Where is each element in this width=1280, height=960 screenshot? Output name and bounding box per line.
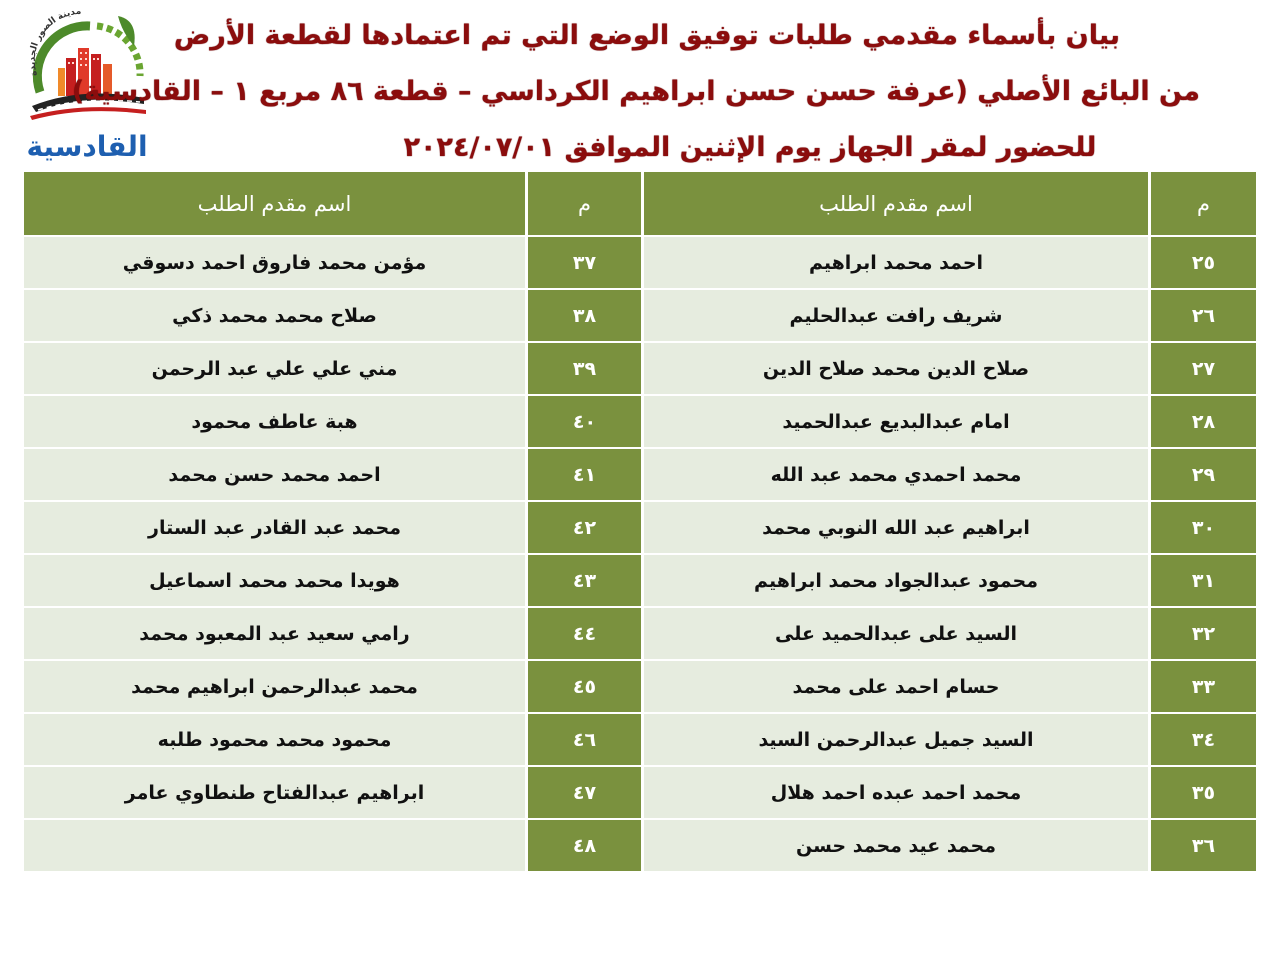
right-name-cell: احمد محمد ابراهيم — [644, 237, 1148, 288]
right-num-cell: ٣٤ — [1151, 714, 1256, 765]
right-num-cell: ٣١ — [1151, 555, 1256, 606]
right-num-cell: ٢٩ — [1151, 449, 1256, 500]
header-num-left: م — [528, 172, 641, 235]
left-num-cell: ٤٥ — [528, 661, 641, 712]
right-name-cell: السيد جميل عبدالرحمن السيد — [644, 714, 1148, 765]
header-name-left: اسم مقدم الطلب — [24, 172, 525, 235]
left-name-cell: محمد عبدالرحمن ابراهيم محمد — [24, 661, 525, 712]
title-line-2: من البائع الأصلي (عرفة حسن حسن ابراهيم الكرداسي – قطعة ٨٦ مربع ١ – القادسية) — [71, 76, 1200, 107]
left-num-cell: ٣٨ — [528, 290, 641, 341]
left-name-cell: صلاح محمد محمد ذكي — [24, 290, 525, 341]
right-name-cell: السيد على عبدالحميد على — [644, 608, 1148, 659]
left-name-cell: احمد محمد حسن محمد — [24, 449, 525, 500]
document-header — [0, 0, 1280, 170]
left-num-cell: ٤٦ — [528, 714, 641, 765]
left-name-cell: هبة عاطف محمود — [24, 396, 525, 447]
left-name-cell — [24, 820, 525, 871]
right-num-cell: ٢٧ — [1151, 343, 1256, 394]
title-line-3: للحضور لمقر الجهاز يوم الإثنين الموافق ٢٠٢٤/٠٧/٠١ — [403, 132, 1097, 163]
document-title — [71, 8, 1200, 176]
left-name-cell: ابراهيم عبدالفتاح طنطاوي عامر — [24, 767, 525, 818]
right-name-cell: شريف رافت عبدالحليم — [644, 290, 1148, 341]
right-num-cell: ٣٠ — [1151, 502, 1256, 553]
applicants-table — [24, 172, 1256, 871]
title-line-1: بيان بأسماء مقدمي طلبات توفيق الوضع التي تم اعتمادها لقطعة الأرض — [173, 20, 1120, 51]
header-name-right: اسم مقدم الطلب — [644, 172, 1148, 235]
right-name-cell: محمد عيد محمد حسن — [644, 820, 1148, 871]
left-name-cell: مني علي علي عبد الرحمن — [24, 343, 525, 394]
right-name-cell: حسام احمد على محمد — [644, 661, 1148, 712]
left-num-cell: ٤٠ — [528, 396, 641, 447]
right-name-cell: محمد احمد عبده احمد هلال — [644, 767, 1148, 818]
left-num-cell: ٣٩ — [528, 343, 641, 394]
right-num-cell: ٢٦ — [1151, 290, 1256, 341]
right-num-cell: ٣٢ — [1151, 608, 1256, 659]
logo-arc-text: مدينة الصور الجديدة — [27, 6, 82, 78]
right-name-cell: محمود عبدالجواد محمد ابراهيم — [644, 555, 1148, 606]
applicants-grid — [24, 172, 1256, 871]
left-num-cell: ٤٨ — [528, 820, 641, 871]
left-num-cell: ٤٢ — [528, 502, 641, 553]
left-name-cell: محمد عبد القادر عبد الستار — [24, 502, 525, 553]
logo-text: القادسية — [26, 130, 148, 163]
header-num-right: م — [1151, 172, 1256, 235]
left-name-cell: هويدا محمد محمد اسماعيل — [24, 555, 525, 606]
right-name-cell: صلاح الدين محمد صلاح الدين — [644, 343, 1148, 394]
left-num-cell: ٤٧ — [528, 767, 641, 818]
right-name-cell: محمد احمدي محمد عبد الله — [644, 449, 1148, 500]
left-num-cell: ٣٧ — [528, 237, 641, 288]
left-name-cell: رامي سعيد عبد المعبود محمد — [24, 608, 525, 659]
right-name-cell: امام عبدالبديع عبدالحميد — [644, 396, 1148, 447]
left-name-cell: مؤمن محمد فاروق احمد دسوقي — [24, 237, 525, 288]
right-name-cell: ابراهيم عبد الله النوبي محمد — [644, 502, 1148, 553]
left-name-cell: محمود محمد محمود طلبه — [24, 714, 525, 765]
right-num-cell: ٢٥ — [1151, 237, 1256, 288]
left-num-cell: ٤١ — [528, 449, 641, 500]
right-num-cell: ٢٨ — [1151, 396, 1256, 447]
right-num-cell: ٣٦ — [1151, 820, 1256, 871]
left-num-cell: ٤٣ — [528, 555, 641, 606]
right-num-cell: ٣٣ — [1151, 661, 1256, 712]
right-num-cell: ٣٥ — [1151, 767, 1256, 818]
left-num-cell: ٤٤ — [528, 608, 641, 659]
